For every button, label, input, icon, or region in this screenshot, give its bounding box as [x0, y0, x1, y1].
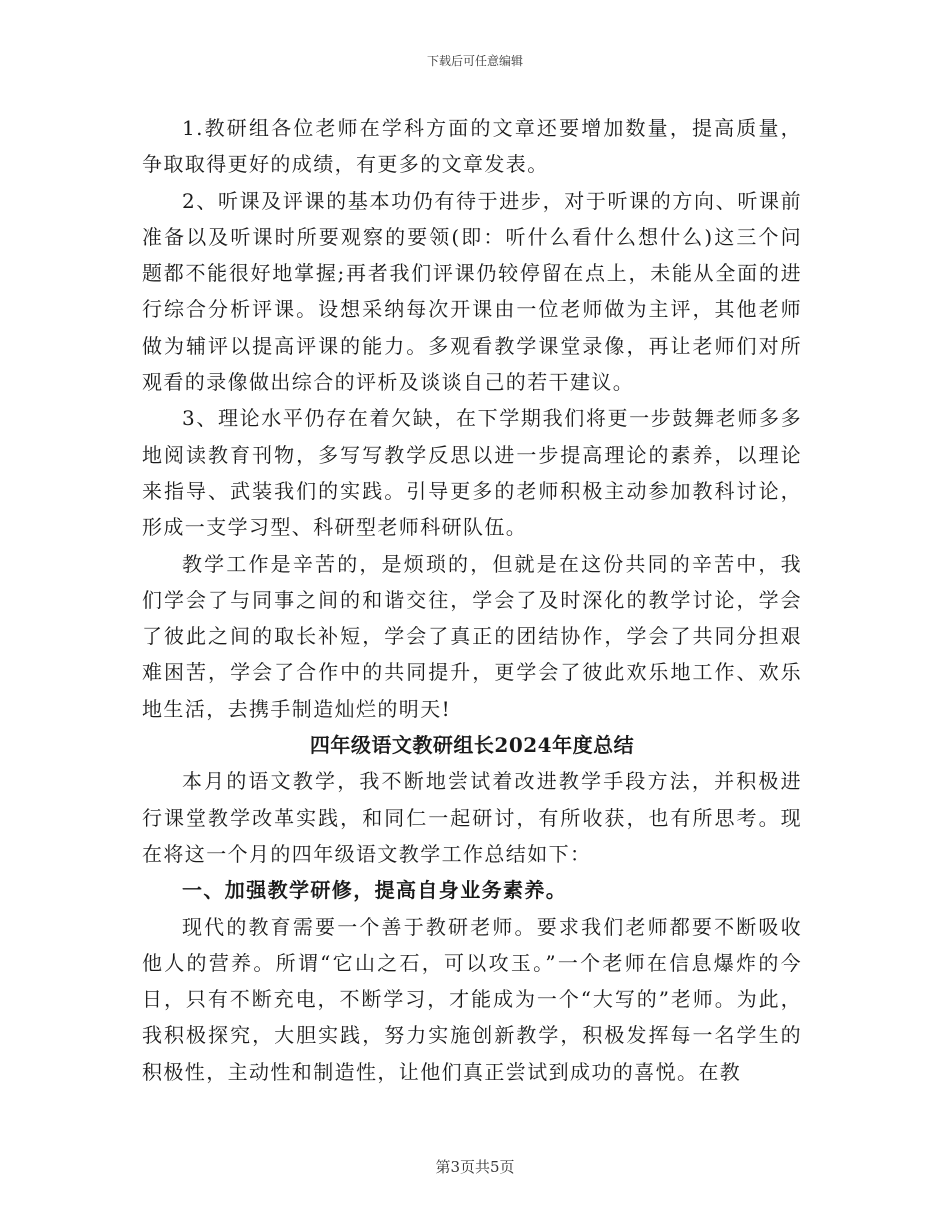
subheading-1: 一、加强教学研修，提高自身业务素养。 [182, 878, 568, 903]
document-body [142, 110, 802, 1090]
paragraph-5: 本月的语文教学，我不断地尝试着改进教学手段方法，并积极进行课堂教学改革实践，和同仁一起研讨，有所收获，也有所思考。现在将这一个月的四年级语文教学工作总结如下： [142, 769, 802, 866]
page-header-note: 下载后可任意编辑 [426, 54, 523, 68]
paragraph-1: 1.教研组各位老师在学科方面的文章还要增加数量，提高质量，争取取得更好的成绩，有更多的文章发表。 [142, 116, 802, 177]
page-footer-number: 第3页共5页 [435, 1158, 515, 1176]
paragraph-6: 现代的教育需要一个善于教研老师。要求我们老师都要不断吸收他人的营养。所谓“它山之石，可以攻玉。”一个老师在信息爆炸的今日，只有不断充电，不断学习，才能成为一个“大写的”老师。为此，我积极探究，大胆实践，努力实施创新教学，积极发挥每一名学生的积极性，主动性和制造性，让他们真正尝试到成功的喜悦。在教 [142, 914, 802, 1084]
section-title: 四年级语文教研组长2024年度总结 [309, 733, 635, 758]
paragraph-3: 3、理论水平仍存在着欠缺，在下学期我们将更一步鼓舞老师多多地阅读教育刊物，多写写教学反思以进一步提高理论的素养，以理论来指导、武装我们的实践。引导更多的老师积极主动参加教科讨论，形成一支学习型、科研型老师科研队伍。 [142, 406, 802, 540]
paragraph-2: 2、听课及评课的基本功仍有待于进步，对于听课的方向、听课前准备以及听课时所要观察的要领(即：听什么看什么想什么)这三个问题都不能很好地掌握;再者我们评课仍较停留在点上，未能从全面的进行综合分析评课。设想采纳每次开课由一位老师做为主评，其他老师做为辅评以提高评课的能力。多观看教学课堂录像，再让老师们对所观看的录像做出综合的评析及谈谈自己的若干建议。 [142, 188, 802, 395]
paragraph-4: 教学工作是辛苦的，是烦琐的，但就是在这份共同的辛苦中，我们学会了与同事之间的和谐交往，学会了及时深化的教学讨论，学会了彼此之间的取长补短，学会了真正的团结协作，学会了共同分担艰难困苦，学会了合作中的共同提升，更学会了彼此欢乐地工作、欢乐地生活，去携手制造灿烂的明天! [142, 551, 802, 721]
